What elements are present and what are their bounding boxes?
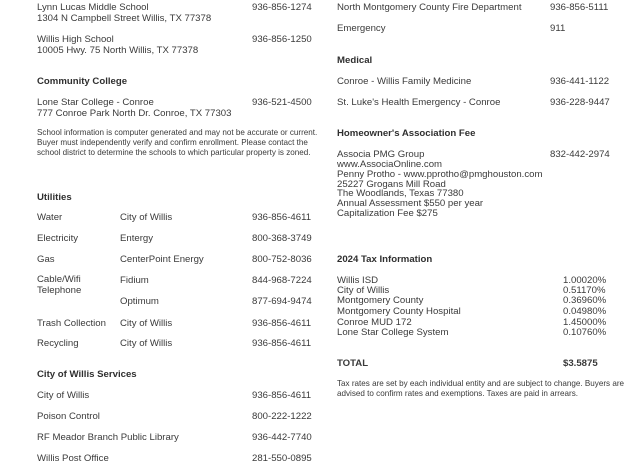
utility-provider: CenterPoint Energy [120,254,204,265]
tax-row [337,275,605,285]
tax-total-row [337,358,605,368]
service-phone: 281-550-0895 [252,453,312,464]
tax-row [337,306,605,316]
tax-entity: Montgomery County Hospital [337,306,461,317]
college-heading: Community College [37,76,128,87]
tax-total-label: TOTAL [337,358,369,369]
hoa-phone: 832-442-2974 [550,149,610,160]
utility-provider: Fidium [120,275,149,286]
medical-heading: Medical [337,55,373,66]
hoa-contact: Penny Protho - www.pprotho@pmghouston.com [337,168,543,180]
tax-rate: 1.00020% [563,275,607,286]
utility-phone: 936-856-4611 [252,338,312,349]
college-name: Lone Star College - Conroe [37,97,154,108]
tax-entity: City of Willis [337,285,390,296]
utility-type: Recycling [37,338,79,349]
hoa-details [337,160,542,219]
utility-provider: City of Willis [120,212,173,223]
utility-type: Electricity [37,233,79,244]
tax-rate: 1.45000% [563,317,607,328]
hoa-company: Associa PMG Group [337,149,425,160]
utility-type: Cable/Wifi Telephone [37,274,82,296]
hoa-website: www.AssociaOnline.com [337,159,443,170]
utility-phone: 936-856-4611 [252,212,312,223]
utility-phone: 936-856-4611 [252,318,312,329]
tax-disclaimer: Tax rates are set by each individual entity and are subject to change. Buyers are advised to confirm rates and exemptions. Taxes are paid in arrears. [337,379,625,398]
tax-total-value: $3.5875 [563,358,598,369]
tax-entity: Montgomery County [337,295,424,306]
hoa-heading: Homeowner's Association Fee [337,128,476,139]
service-phone: 800-222-1222 [252,411,312,422]
emergency-name: North Montgomery County Fire Department [337,2,522,13]
tax-row [337,295,605,305]
tax-rate: 0.36960% [563,295,607,306]
tax-entity: Conroe MUD 172 [337,317,412,328]
utilities-heading: Utilities [37,192,72,203]
emergency-name: Emergency [337,23,386,34]
medical-name: St. Luke's Health Emergency - Conroe [337,97,501,108]
service-name: Willis Post Office [37,453,109,464]
service-phone: 936-442-7740 [252,432,312,443]
tax-row [337,317,605,327]
service-name: Poison Control [37,411,100,422]
tax-rate: 0.10760% [563,327,607,338]
medical-phone: 936-441-1122 [550,76,610,87]
tax-row [337,285,605,295]
utility-provider: Optimum [120,296,159,307]
tax-heading: 2024 Tax Information [337,254,433,265]
utility-type: Water [37,212,63,223]
tax-entity: Willis ISD [337,275,379,286]
emergency-phone: 936-856-5111 [550,2,609,13]
tax-rate: 0.51170% [563,285,606,296]
utility-phone: 800-752-8036 [252,254,312,265]
college-phone: 936-521-4500 [252,97,312,108]
utility-provider: Entergy [120,233,154,244]
utility-provider: City of Willis [120,338,173,349]
service-name: City of Willis [37,390,90,401]
utility-phone: 800-368-3749 [252,233,312,244]
emergency-phone: 911 [550,23,566,34]
utility-type: Gas [37,254,55,265]
utility-phone: 877-694-9474 [252,296,312,307]
school-name: Willis High School [37,34,114,45]
school-phone: 936-856-1250 [252,34,312,45]
hoa-annual-assessment: Annual Assessment $550 per year [337,198,484,210]
utility-provider: City of Willis [120,318,173,329]
tax-entity: Lone Star College System [337,327,449,338]
service-phone: 936-856-4611 [252,390,312,401]
tax-row [337,327,605,337]
utility-type: Trash Collection [37,318,106,329]
hoa-street: 25227 Grogans Mill Road [337,178,446,190]
utility-phone: 844-968-7224 [252,275,312,286]
hoa-capitalization-fee: Capitalization Fee $275 [337,207,438,219]
medical-phone: 936-228-9447 [550,97,610,108]
hoa-city: The Woodlands, Texas 77380 [337,188,464,200]
medical-name: Conroe - Willis Family Medicine [337,76,472,87]
school-phone: 936-856-1274 [252,2,312,13]
school-disclaimer: School information is computer generated and may not be accurate or current. Buyer must independently verify and confirm enrollment. Please contact the school district to determine the schools to which particular property is zoned. [37,128,318,157]
tax-rate: 0.04980% [563,306,607,317]
school-name: Lynn Lucas Middle School [37,2,149,13]
services-heading: City of Willis Services [37,369,137,380]
service-name: RF Meador Branch Public Library [37,432,179,443]
